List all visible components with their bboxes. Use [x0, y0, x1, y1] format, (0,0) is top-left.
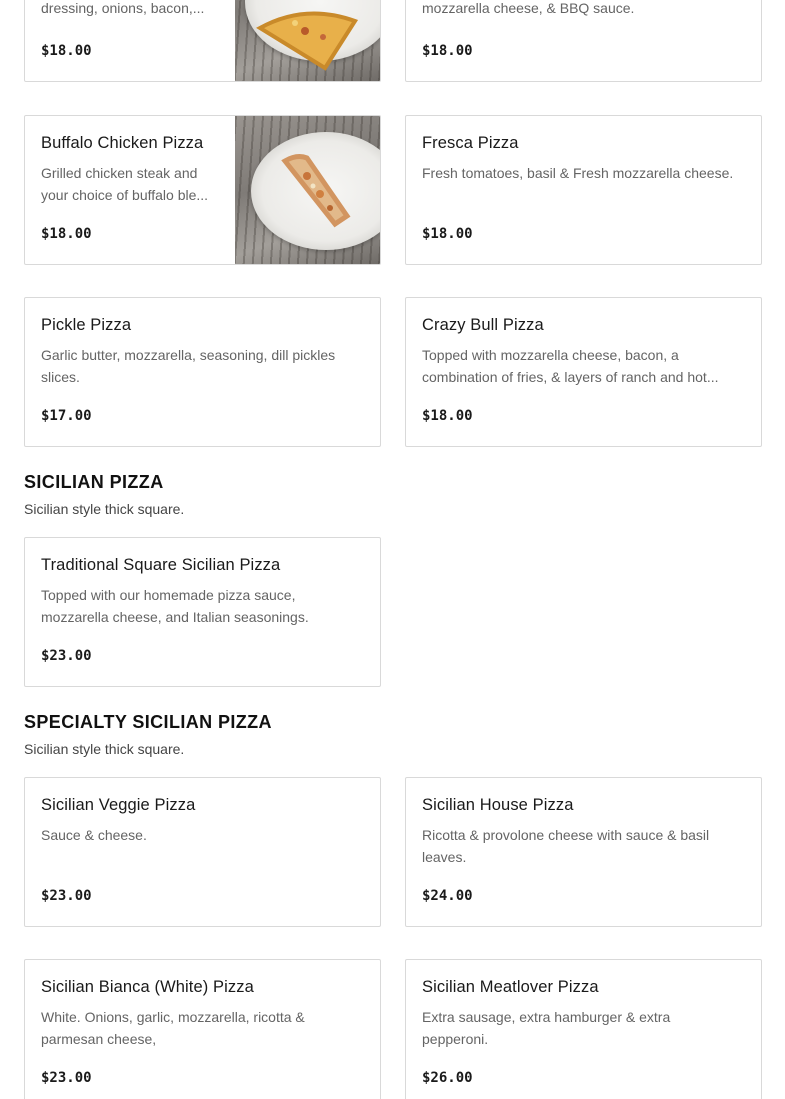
item-price: $18.00 [422, 226, 473, 242]
item-price: $23.00 [41, 648, 92, 664]
item-description: Topped with our homemade pizza sauce, mozzarella cheese, and Italian seasonings. [41, 587, 309, 625]
item-price: $18.00 [41, 43, 92, 59]
section-title: SPECIALTY SICILIAN PIZZA [24, 712, 272, 732]
section-subtitle: Sicilian style thick square. [24, 741, 185, 757]
item-name: Sicilian House Pizza [422, 796, 574, 814]
menu-item-card[interactable] [405, 297, 762, 447]
item-description: Extra sausage, extra hamburger & extra pepperoni. [422, 1009, 671, 1047]
item-photo [235, 0, 380, 81]
item-description: dressing, onions, bacon,... [41, 0, 205, 16]
item-price: $23.00 [41, 1070, 92, 1086]
item-price: $18.00 [41, 226, 92, 242]
item-name: Traditional Square Sicilian Pizza [41, 556, 281, 574]
menu-item-card[interactable] [405, 777, 762, 927]
item-description: Fresh tomatoes, basil & Fresh mozzarella cheese. [422, 165, 734, 181]
item-description: Garlic butter, mozzarella, seasoning, dill pickles slices. [41, 347, 336, 385]
section-title: SICILIAN PIZZA [24, 472, 164, 492]
section-subtitle: Sicilian style thick square. [24, 501, 185, 517]
menu-item-card[interactable] [24, 115, 381, 265]
item-price: $17.00 [41, 408, 92, 424]
pizza-slice-icon [235, 0, 380, 81]
menu-item-card[interactable] [405, 115, 762, 265]
menu-item-card[interactable] [24, 777, 381, 927]
item-price: $18.00 [422, 408, 473, 424]
item-name: Sicilian Veggie Pizza [41, 796, 196, 814]
item-description: White. Onions, garlic, mozzarella, ricotta & parmesan cheese, [41, 1009, 305, 1047]
item-name: Pickle Pizza [41, 316, 132, 334]
item-price: $18.00 [422, 43, 473, 59]
item-price: $24.00 [422, 888, 473, 904]
item-name: Sicilian Bianca (White) Pizza [41, 978, 254, 996]
item-name: Buffalo Chicken Pizza [41, 134, 204, 152]
menu-item-card[interactable] [24, 0, 381, 82]
menu-item-card[interactable] [405, 959, 762, 1099]
item-price: $26.00 [422, 1070, 473, 1086]
menu-item-card[interactable] [24, 297, 381, 447]
menu-item-card[interactable] [24, 537, 381, 687]
item-description: Topped with mozzarella cheese, bacon, a combination of fries, & layers of ranch and hot... [422, 347, 719, 385]
item-photo [235, 116, 380, 264]
item-name: Crazy Bull Pizza [422, 316, 544, 334]
item-description: Grilled chicken steak and your choice of buffalo ble... [41, 165, 209, 203]
item-name: Sicilian Meatlover Pizza [422, 978, 599, 996]
item-description: mozzarella cheese, & BBQ sauce. [422, 0, 635, 16]
item-description: Sauce & cheese. [41, 827, 147, 843]
item-price: $23.00 [41, 888, 92, 904]
pizza-slice-icon [235, 116, 380, 264]
item-name: Fresca Pizza [422, 134, 519, 152]
item-description: Ricotta & provolone cheese with sauce & basil leaves. [422, 827, 710, 865]
menu-item-card[interactable] [405, 0, 762, 82]
menu-item-card[interactable] [24, 959, 381, 1099]
